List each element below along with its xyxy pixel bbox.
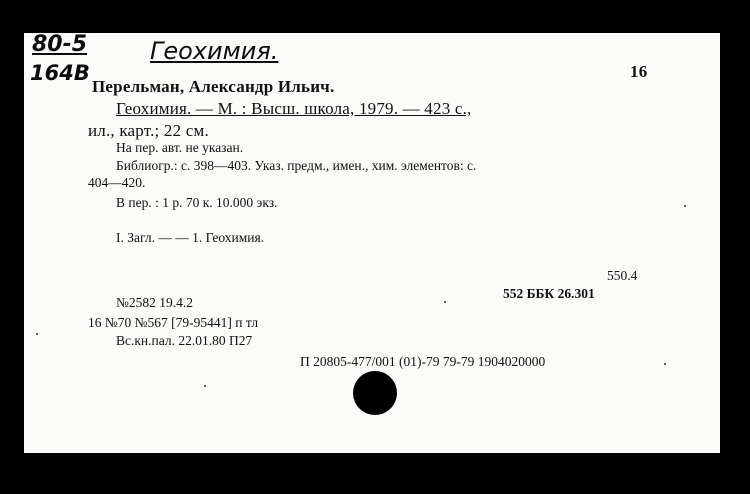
handwritten-subject: Геохимия.	[150, 37, 279, 65]
title-line: Геохимия. — М. : Высш. школа, 1979. — 423 с.,	[116, 99, 472, 118]
accession-3: Вс.кн.пал. 22.01.80 П27	[116, 333, 253, 348]
note-bibliography: Библиогр.: с. 398—403. Указ. предм., имен., хим. элементов: с.	[116, 158, 477, 173]
classification-1: 550.4	[607, 268, 638, 283]
punch-hole	[353, 371, 397, 415]
title-line-2: ил., карт.; 22 см.	[88, 121, 209, 140]
note-author: На пер. авт. не указан.	[116, 140, 244, 155]
catalog-card	[24, 33, 720, 453]
accession-2: 16 №70 №567 [79-95441] п тл	[88, 315, 259, 330]
accession-1: №2582 19.4.2	[116, 295, 194, 310]
speck	[664, 363, 666, 365]
tracing: I. Загл. — — 1. Геохимия.	[116, 230, 265, 245]
price-line: В пер. : 1 р. 70 к. 10.000 экз.	[116, 195, 278, 210]
handwritten-code-bottom: 164B	[30, 61, 90, 85]
speck	[36, 333, 38, 335]
speck	[204, 385, 206, 387]
classification-2: 552 ББК 26.301	[503, 286, 595, 301]
card-number: 16	[630, 62, 648, 81]
speck	[444, 301, 446, 303]
note-pages: 404—420.	[88, 175, 146, 190]
handwritten-code-top: 80-5	[32, 33, 88, 57]
speck	[684, 205, 686, 207]
author: Перельман, Александр Ильич.	[92, 77, 335, 96]
index-line: П 20805-477/001 (01)-79 79-79 1904020000	[300, 354, 546, 369]
